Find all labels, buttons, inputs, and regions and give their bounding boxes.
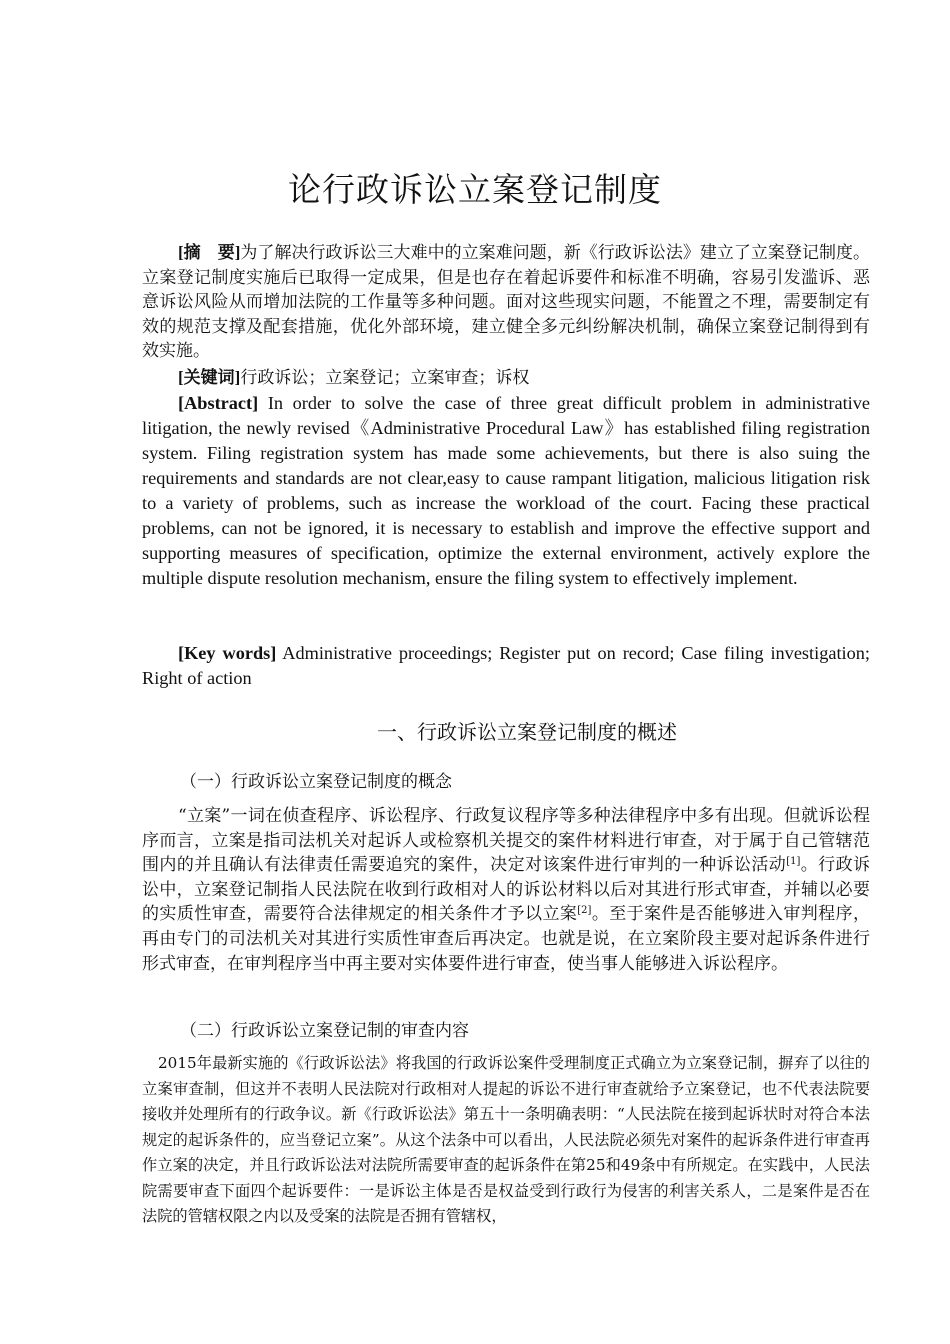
paragraph-concept [142, 804, 870, 976]
abstract-en-label: [Abstract] [178, 393, 259, 413]
subsection-heading-2: （二）行政诉讼立案登记制的审查内容 [180, 1021, 469, 1041]
abstract-cn [142, 241, 870, 364]
paragraph-review: 2015年最新实施的《行政诉讼法》将我国的行政诉讼案件受理制度正式确立为立案登记制，摒弃了以往的立案审查制，但这并不表明人民法院对行政相对人提起的诉讼不进行审查就给予立案登记，也不代表法院要接收并处理所有的行政争议。新《行政诉讼法》第五十一条明确表明：“人民法院在接到起诉状时对符合本法规定的起诉条件的，应当登记立案”。从这个法条中可以看出，人民法院必须先对案件的起诉条件进行审查再作立案的决定，并且行政诉讼法对法院所需要审查的起诉条件在第25和49条中有所规定。在实践中，人民法院需要审查下面四个起诉要件：一是诉讼主体是否是权益受到行政行为侵害的利害关系人，二是案件是否在法院的管辖权限之内以及受案的法院是否拥有管辖权， [142, 1054, 870, 1225]
abstract-en-text: In order to solve the case of three great difficult problem in administrative litigation, the newly revised《Administrative Procedural Law》has established filing registration system. Filing registration system has made some achievements, but there is also suing the requirements and standards are not clear,easy to cause rampant litigation, malicious litigation risk to a variety of problems, such as increase the workload of the court. Facing these practical problems, can not be ignored, it is necessary to establish and improve the effective support and supporting measures of specification, optimize the external environment, actively explore the multiple dispute resolution mechanism, ensure the filing system to effectively implement. [142, 393, 870, 588]
citation-1: [1] [786, 856, 801, 868]
citation-2: [2] [577, 905, 592, 917]
paper-title: 论行政诉讼立案登记制度 [288, 170, 662, 209]
section-heading-1: 一、行政诉讼立案登记制度的概述 [377, 720, 677, 744]
keywords-cn-text: 行政诉讼；立案登记；立案审查；诉权 [240, 368, 530, 388]
keywords-cn-label: [关键词] [178, 368, 241, 387]
paragraph-concept-part3: 。至于案件是否能够进入审判程序，再由专门的司法机关对其进行实质性审查后再决定。也就是说，在立案阶段主要对起诉条件进行形式审查，在审判程序当中再主要对实体要件进行审查，使当事人能够进入诉讼程序。 [142, 904, 871, 974]
keywords-cn [142, 366, 870, 391]
abstract-cn-text: 为了解决行政诉讼三大难中的立案难问题，新《行政诉讼法》建立了立案登记制度。立案登记制度实施后已取得一定成果，但是也存在着起诉要件和标准不明确，容易引发滥诉、恶意诉讼风险从而增加法院的工作量等多种问题。面对这些现实问题，不能置之不理，需要制定有效的规范支撑及配套措施，优化外部环境，建立健全多元纠纷解决机制，确保立案登记制得到有效实施。 [142, 243, 870, 362]
abstract-en [142, 391, 870, 591]
paragraph-concept-part2: 。行政诉讼中，立案登记制指人民法院在收到行政相对人的诉讼材料以后对其进行形式审查，并辅以必要的实质性审查，需要符合法律规定的相关条件才予以立案 [142, 855, 871, 925]
keywords-en-label: [Key words] [178, 643, 277, 663]
keywords-en [142, 641, 870, 691]
keywords-en-text: Administrative proceedings; Register put on record; Case filing investigation; Right of action [142, 643, 870, 688]
paragraph-concept-part1: “立案”一词在侦查程序、诉讼程序、行政复议程序等多种法律程序中多有出现。但就诉讼程序而言，立案是指司法机关对起诉人或检察机关提交的案件材料进行审查，对于属于自己管辖范围内的并且确认有法律责任需要追究的案件，决定对该案件进行审判的一种诉讼活动 [142, 806, 870, 876]
subsection-heading-1: （一）行政诉讼立案登记制度的概念 [180, 772, 452, 792]
abstract-cn-label: [摘 要] [178, 243, 241, 262]
